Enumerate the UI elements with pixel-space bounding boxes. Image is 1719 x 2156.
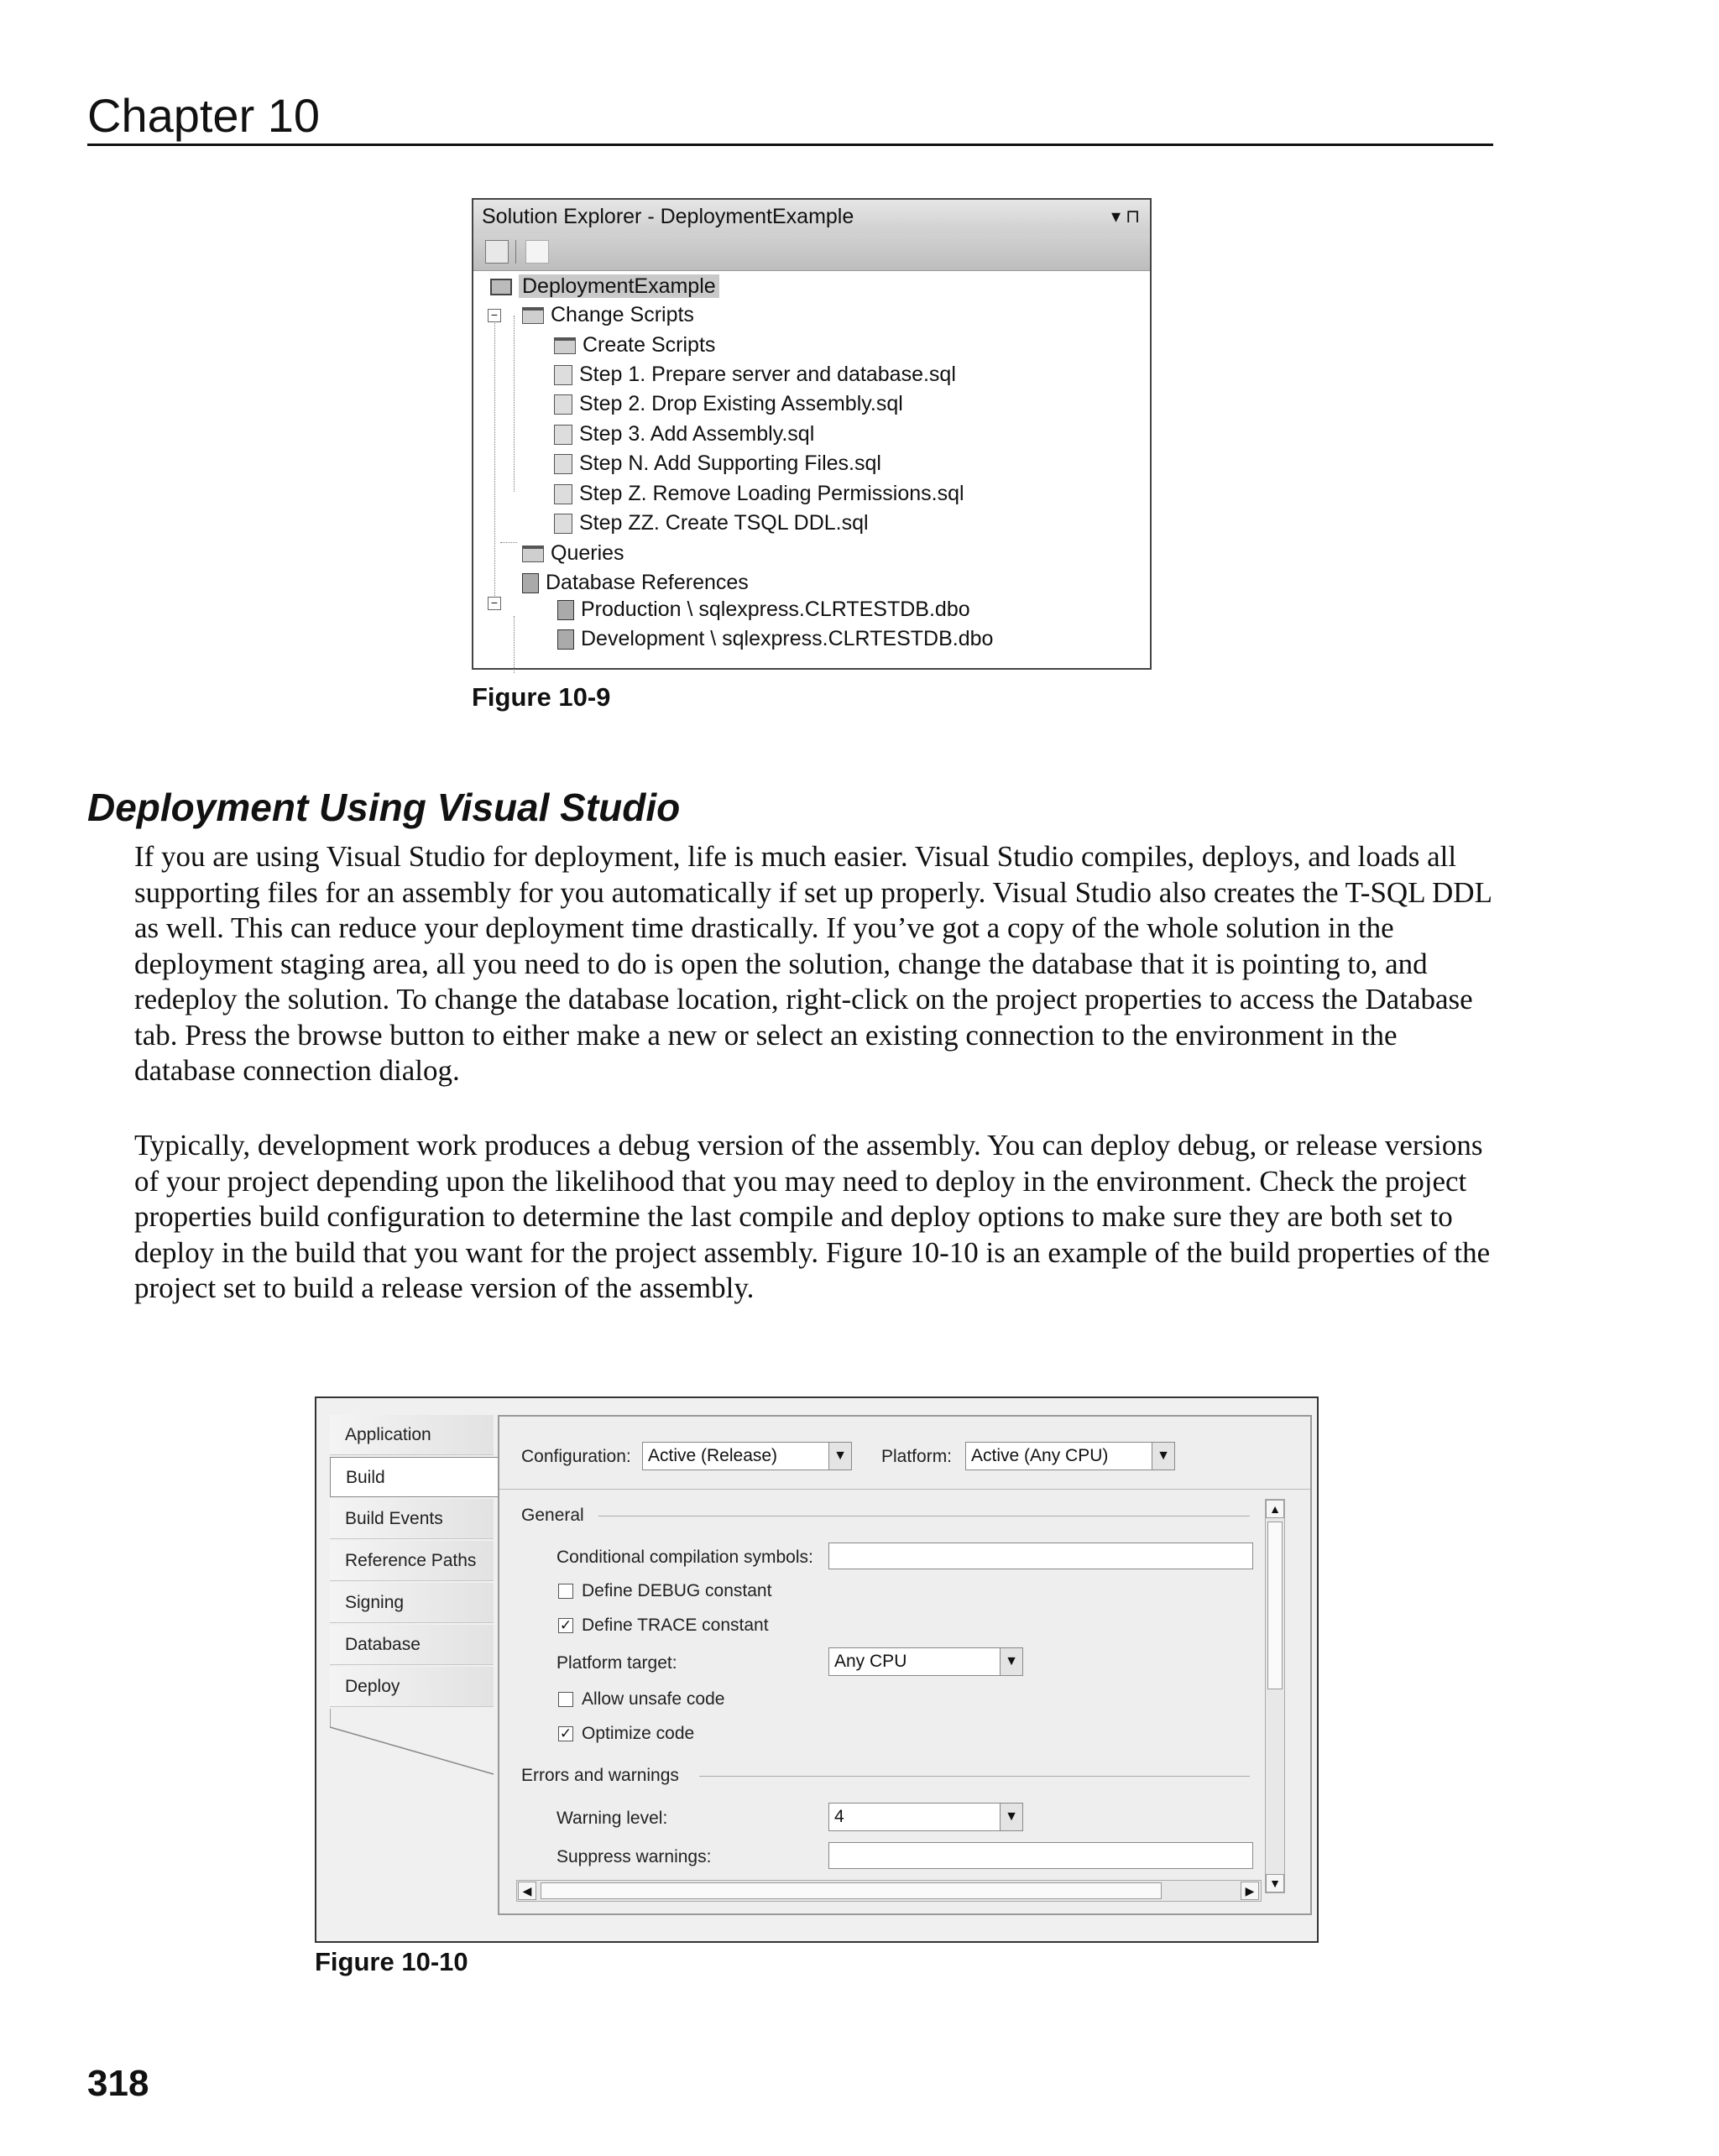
debug-label: Define DEBUG constant [582,1581,772,1600]
tree-node-folder[interactable]: Create Scripts [554,331,715,359]
panel-divider [499,1489,1310,1490]
chapter-heading: Chapter 10 [87,89,321,142]
sql-file-icon [554,454,572,474]
scroll-thumb[interactable] [1267,1522,1283,1689]
solution-explorer-figure [472,198,1152,670]
warning-level-select[interactable]: 4 ▼ [828,1803,1023,1831]
solution-explorer-toolbar [473,233,1150,271]
database-references-icon [522,573,539,593]
solution-explorer-titlebar [473,200,1150,233]
tab-application[interactable]: Application [330,1415,494,1455]
chevron-down-icon: ▼ [1000,1804,1022,1830]
cond-symbols-label: Conditional compilation symbols: [556,1548,813,1567]
tree-node-file[interactable]: Step 2. Drop Existing Assembly.sql [554,389,903,418]
errors-group-label: Errors and warnings [521,1766,679,1785]
tree-node-file[interactable]: Step 3. Add Assembly.sql [554,420,814,448]
tree-node-file[interactable]: Step N. Add Supporting Files.sql [554,449,881,478]
database-icon [557,629,574,650]
unsafe-checkbox[interactable] [558,1692,573,1707]
solution-tree [473,272,1150,668]
tree-node-project[interactable]: DeploymentExample [490,272,719,300]
tree-node-folder[interactable]: Queries [522,539,624,567]
scroll-right-icon[interactable]: ▶ [1241,1882,1259,1900]
platform-label: Platform: [881,1447,953,1466]
properties-tab-list [330,1415,498,1913]
debug-checkbox[interactable] [558,1584,573,1599]
tree-node-folder[interactable]: Change Scripts [522,300,694,329]
folder-icon [554,337,576,354]
project-properties-figure [315,1396,1319,1943]
body-paragraph: Typically, development work produces a debug version of the assembly. You can deploy debug, or release versions of your project depending upon the likelihood that you may need to deploy in the environment. Check the project properties build configuration to determine the last compile and deploy options to make sure they are both set to deploy in the build that you want for the project assembly. Figure 10-10 is an example of the build properties of the project set to build a release version of the assembly. [134,1129,1491,1304]
collapse-toggle-icon[interactable]: − [488,309,501,322]
tree-node-file[interactable]: Step ZZ. Create TSQL DDL.sql [554,509,869,537]
chevron-down-icon: ▼ [1000,1648,1022,1675]
database-icon [557,600,574,620]
figure-caption: Figure 10-10 [315,1947,468,1976]
trace-checkbox[interactable]: ✓ [559,1617,572,1633]
tree-line [514,616,515,673]
chevron-down-icon: ▼ [1152,1443,1174,1470]
show-all-files-icon[interactable] [525,240,549,264]
vertical-scrollbar[interactable] [1265,1499,1285,1893]
dropdown-pin-icons[interactable]: ▾ ⊓ [1111,206,1141,227]
configuration-label: Configuration: [521,1447,631,1466]
folder-icon [522,307,544,324]
tree-line [514,316,515,492]
tab-reference-paths[interactable]: Reference Paths [330,1541,494,1581]
configuration-select[interactable]: Active (Release) ▼ [642,1442,852,1470]
platform-target-label: Platform target: [556,1653,677,1673]
warning-level-label: Warning level: [556,1809,668,1828]
properties-icon[interactable] [485,240,509,264]
scroll-down-icon[interactable]: ▼ [1266,1874,1284,1892]
body-paragraph: If you are using Visual Studio for deployment, life is much easier. Visual Studio compiles, deploys, and loads all supporting files for an assembly for you automatically if set up properly. Visual Studio also creates the T-SQL DDL as well. This can reduce your deployment time drastically. If you’ve got a copy of the whole solution in the deployment staging area, all you need to do is open the solution, change the database that it is pointing to, and redeploy the solution. To change the database location, right-click on the project properties to access the Database tab. Press the browse button to either make a new or select an existing connection to the environment in the database connection dialog. [134,840,1492,1087]
tree-line [494,316,495,601]
tab-build[interactable]: Build [330,1457,501,1497]
suppress-warnings-input[interactable] [828,1842,1253,1869]
tab-deploy[interactable]: Deploy [330,1667,494,1707]
project-icon [490,279,512,295]
group-rule [699,1776,1250,1777]
tree-node-db-references[interactable]: Database References [522,568,749,597]
build-settings-panel [498,1415,1312,1915]
sql-file-icon [554,365,572,385]
group-rule [598,1516,1250,1517]
optimize-label: Optimize code [582,1724,695,1743]
scroll-left-icon[interactable]: ◀ [518,1882,536,1900]
platform-target-select[interactable]: Any CPU ▼ [828,1647,1023,1676]
tab-signing[interactable]: Signing [330,1583,494,1623]
tree-node-db[interactable]: Production \ sqlexpress.CLRTESTDB.dbo [557,595,970,624]
page-number: 318 [87,2063,149,2104]
collapse-toggle-icon[interactable]: − [488,597,501,610]
tree-node-db[interactable]: Development \ sqlexpress.CLRTESTDB.dbo [557,624,993,653]
tab-build-events[interactable]: Build Events [330,1499,494,1539]
sql-file-icon [554,425,572,445]
header-rule [87,144,1493,146]
suppress-warnings-label: Suppress warnings: [556,1847,712,1866]
unsafe-label: Allow unsafe code [582,1689,725,1709]
trace-label: Define TRACE constant [582,1616,769,1635]
folder-icon [522,546,544,562]
sql-file-icon [554,394,572,415]
cond-symbols-input[interactable] [828,1543,1253,1569]
general-group-label: General [521,1506,584,1525]
sql-file-icon [554,484,572,504]
tree-line [500,542,517,543]
sql-file-icon [554,514,572,534]
scroll-up-icon[interactable]: ▲ [1266,1500,1284,1518]
horizontal-scrollbar[interactable] [516,1880,1262,1902]
platform-select[interactable]: Active (Any CPU) ▼ [965,1442,1175,1470]
section-heading: Deployment Using Visual Studio [87,786,681,829]
tab-database[interactable]: Database [330,1625,494,1665]
tree-node-file[interactable]: Step Z. Remove Loading Permissions.sql [554,479,964,508]
toolbar-separator [515,240,516,264]
tree-node-file[interactable]: Step 1. Prepare server and database.sql [554,360,956,389]
chevron-down-icon: ▼ [828,1443,851,1470]
tab-list-tail [330,1709,502,1776]
figure-caption: Figure 10-9 [472,682,611,712]
scroll-thumb[interactable] [541,1882,1162,1899]
solution-explorer-title: Solution Explorer - DeploymentExample [482,205,854,228]
optimize-checkbox[interactable]: ✓ [559,1725,572,1741]
